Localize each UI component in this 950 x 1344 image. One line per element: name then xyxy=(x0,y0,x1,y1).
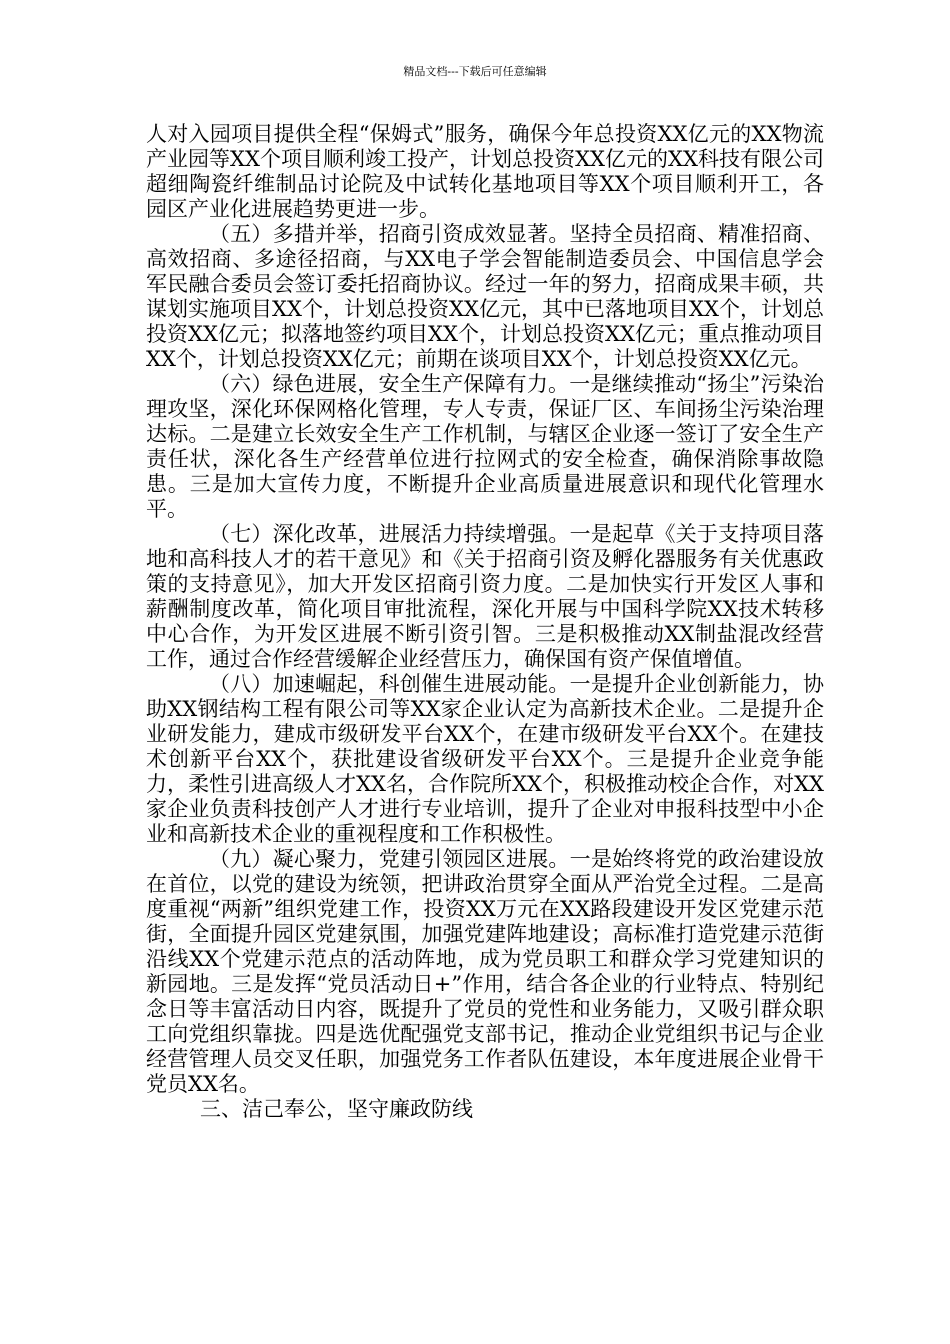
paragraph-continuation: 人对入园项目提供全程“保姆式”服务，确保今年总投资XX亿元的XX物流产业园等XX个项目顺利竣工投产，计划总投资XX亿元的XX科技有限公司超细陶瓷纤维制品讨论院及中试转化基地项目等XX个项目顺利开工，各园区产业化进展趋势更进一步。 xyxy=(146,122,824,221)
paragraph-section-8: （八）加速崛起，科创催生进展动能。一是提升企业创新能力，协助XX钢结构工程有限公司等XX家企业认定为高新技术企业。二是提升企业研发能力，建成市级研发平台XX个，在建市级研发平台XX个。在建技术创新平台XX个，获批建设省级研发平台XX个。三是提升企业竞争能力，柔性引进高级人才XX名，合作院所XX个，积极推动校企合作，对XX家企业负责科技创产人才进行专业培训，提升了企业对申报科技型中小企业和高新技术企业的重视程度和工作积极性。 xyxy=(146,672,824,846)
paragraph-section-7: （七）深化改革，进展活力持续增强。一是起草《关于支持项目落地和高科技人才的若干意见》和《关于招商引资及孵化器服务有关优惠政策的支持意见》，加大开发区招商引资力度。二是加快实行开发区人事和薪酬制度改革，简化项目审批流程，深化开展与中国科学院XX技术转移中心合作，为开发区进展不断引资引智。三是积极推动XX制盐混改经营工作，通过合作经营缓解企业经营压力，确保国有资产保值增值。 xyxy=(146,522,824,671)
paragraph-section-6: （六）绿色进展，安全生产保障有力。一是继续推动“扬尘”污染治理攻坚，深化环保网格化管理，专人专责，保证厂区、车间扬尘污染治理达标。二是建立长效安全生产工作机制，与辖区企业逐一签订了安全生产责任状，深化各生产经营单位进行拉网式的安全检查，确保消除事故隐患。三是加大宣传力度，不断提升企业高质量进展意识和现代化管理水平。 xyxy=(146,372,824,521)
paragraph-section-5: （五）多措并举，招商引资成效显著。坚持全员招商、精准招商、高效招商、多途径招商，与XX电子学会智能制造委员会、中国信息学会军民融合委员会签订委托招商协议。经过一年的努力，招商成果丰硕，共谋划实施项目XX个，计划总投资XX亿元，其中已落地项目XX个，计划总投资XX亿元；拟落地签约项目XX个，计划总投资XX亿元；重点推动项目XX个，计划总投资XX亿元；前期在谈项目XX个，计划总投资XX亿元。 xyxy=(146,222,824,371)
paragraph-section-9: （九）凝心聚力，党建引领园区进展。一是始终将党的政治建设放在首位，以党的建设为统领，把讲政治贯穿全面从严治党全过程。二是高度重视“两新”组织党建工作，投资XX万元在XX路段建设开发区党建示范街，全面提升园区党建氛围，加强党建阵地建设；高标准打造党建示范街沿线XX个党建示范点的活动阵地，成为党员职工和群众学习党建知识的新园地。三是发挥“党员活动日+”作用，结合各企业的行业特点、特别纪念日等丰富活动日内容，既提升了党员的党性和业务能力，又吸引群众职工向党组织靠拢。四是选优配强党支部书记，推动企业党组织书记与企业经营管理人员交叉任职，加强党务工作者队伍建设，本年度进展企业骨干党员XX名。 xyxy=(146,847,824,1096)
document-body xyxy=(146,122,824,1122)
page-header: 精品文档---下载后可任意编辑 xyxy=(403,65,547,78)
section-heading: 三、洁己奉公，坚守廉政防线 xyxy=(200,1097,473,1121)
